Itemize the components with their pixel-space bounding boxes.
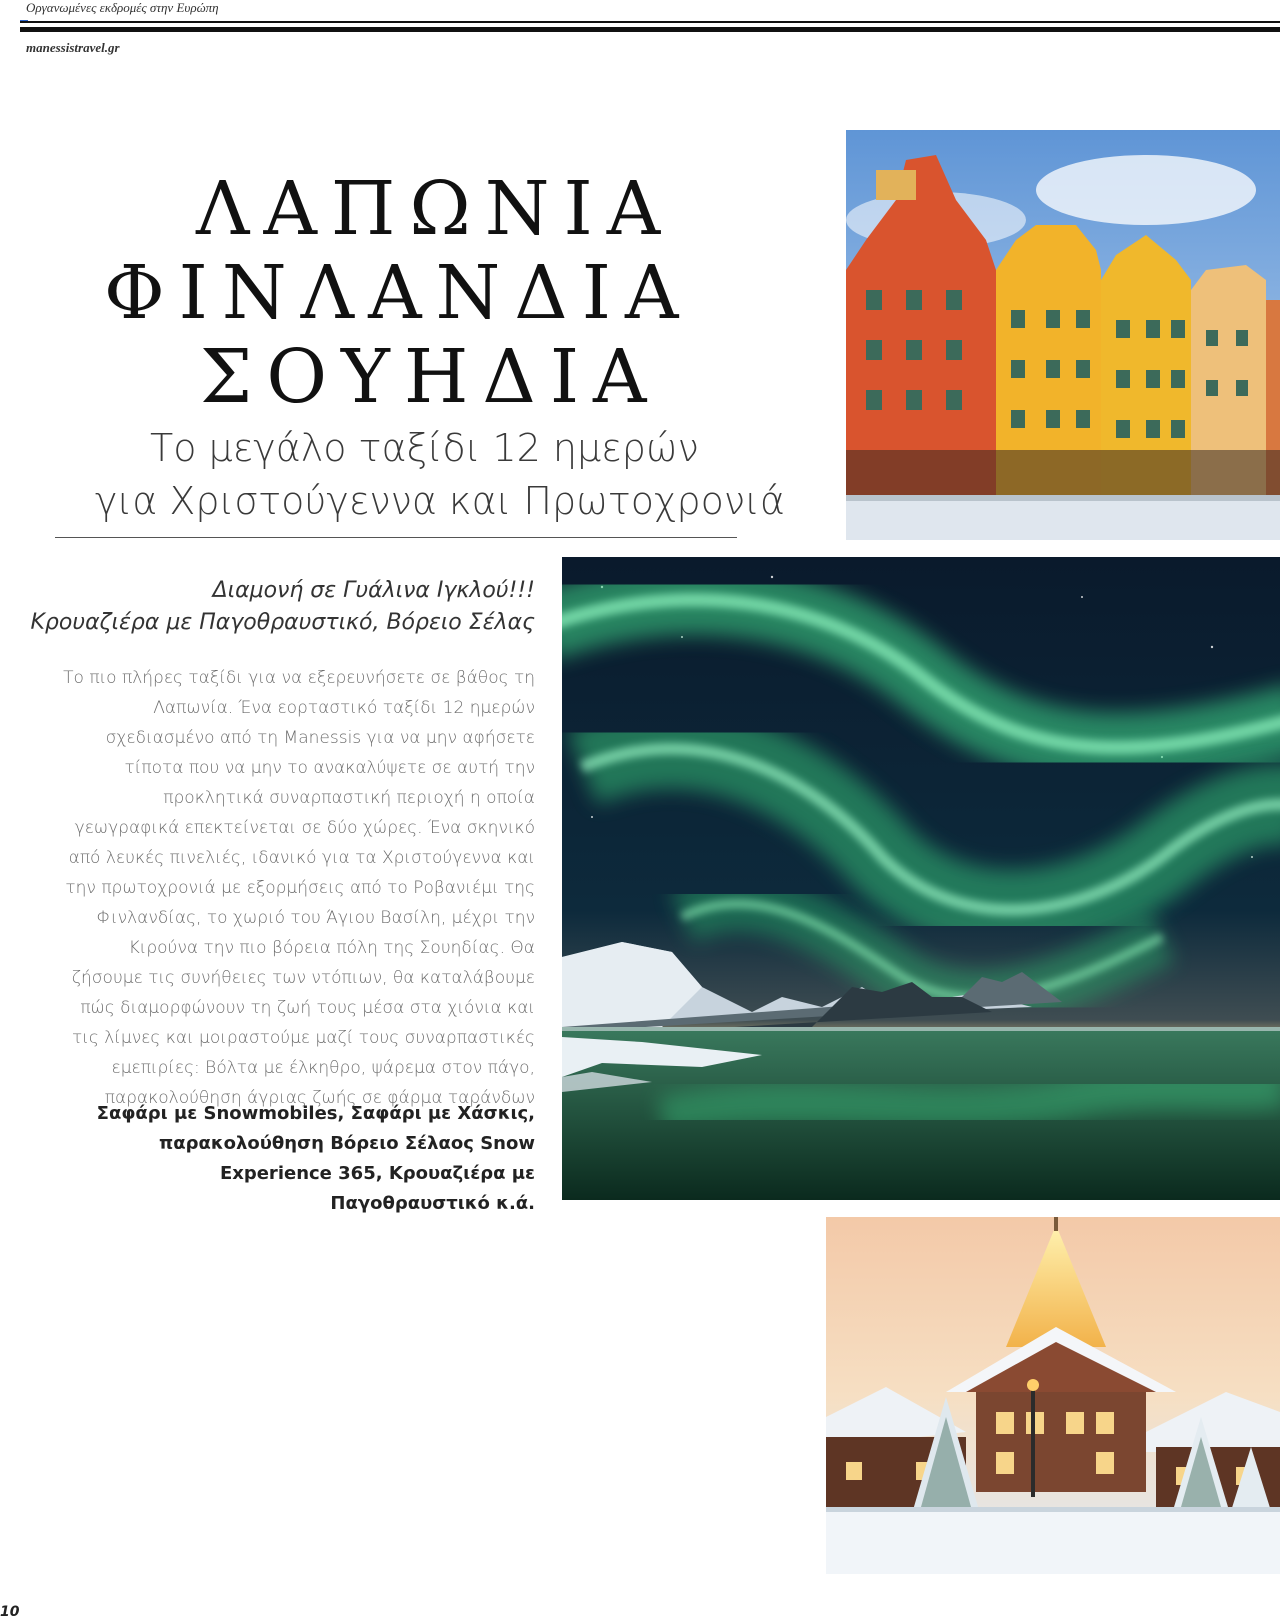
header-title: Οργανωμένες εκδρομές στην Ευρώπη xyxy=(26,0,219,15)
subtitle-line-2: για Χριστούγεννα και Πρωτοχρονιά xyxy=(95,479,785,523)
body-paragraph: Το πιο πλήρες ταξίδι για να εξερευνήσετε σε βάθος τη Λαπωνία. Ένα εορταστικό ταξίδι 12 ημερών σχεδιασμένο από τη Manessis για να μην αφήσετε τίποτα που να μην το ανακαλύψετε σε αυτή την προκλητικά συναρπαστική περιοχή η οποία γεωγραφικά επεκτείνεται σε δύο χώρες. Ένα σκηνικό από λευκές πινελιές, ιδανικό για τα Χριστούγεννα και την πρωτοχρονιά με εξορμήσεις από το Ροβανιέμι της Φινλανδίας, το χωριό του Άγιου Βασίλη, μέχρι την Κιρούνα την πιο βόρεια πόλη της Σουηδίας. Θα ζήσουμε τις συνήθειες των ντόπιων, θα καταλάβουμε πώς διαμορφώνουν τη ζωή τους μέσα στα χιόνια και τις λίμνες και μοιραστούμε μαζί τους συναρπαστικές εμεπιρίες: Βόλτα με έλκηθρο, ψάρεμα στον πάγο, παρακολούθηση άγριας ζωής σε φάρμα ταράνδων xyxy=(63,668,535,1108)
stockholm-houses-photo xyxy=(846,130,1280,540)
header-rule-thick xyxy=(20,27,1280,32)
page-number: 10 xyxy=(0,1604,20,1620)
santa-village-photo xyxy=(826,1217,1280,1574)
header-rule-thin xyxy=(20,21,1280,23)
header-site-link[interactable]: manessistravel.gr xyxy=(26,40,120,55)
headline-line-2: ΦΙΝΛΑΝΔΙΑ xyxy=(104,250,693,336)
highlights-paragraph: Σαφάρι με Snowmobiles, Σαφάρι με Χάσκις, παρακολούθηση Βόρειο Σέλαος Snow Experience 365, Κρουαζιέρα με Παγοθραυστικό κ.ά. xyxy=(96,1103,535,1214)
tagline-line-2: Κρουαζιέρα με Παγοθραυστικό, Βόρειο Σέλας xyxy=(30,610,535,635)
headline-line-3: ΣΟΥΗΔΙΑ xyxy=(200,334,661,420)
tagline-line-1: Διαμονή σε Γυάλινα Ιγκλού!!! xyxy=(212,578,535,603)
aurora-borealis-photo xyxy=(562,557,1280,1200)
title-divider xyxy=(55,537,737,538)
headline-line-1: ΛΑΠΩΝΙΑ xyxy=(196,166,675,252)
subtitle-line-1: Το μεγάλο ταξίδι 12 ημερών xyxy=(150,426,699,470)
